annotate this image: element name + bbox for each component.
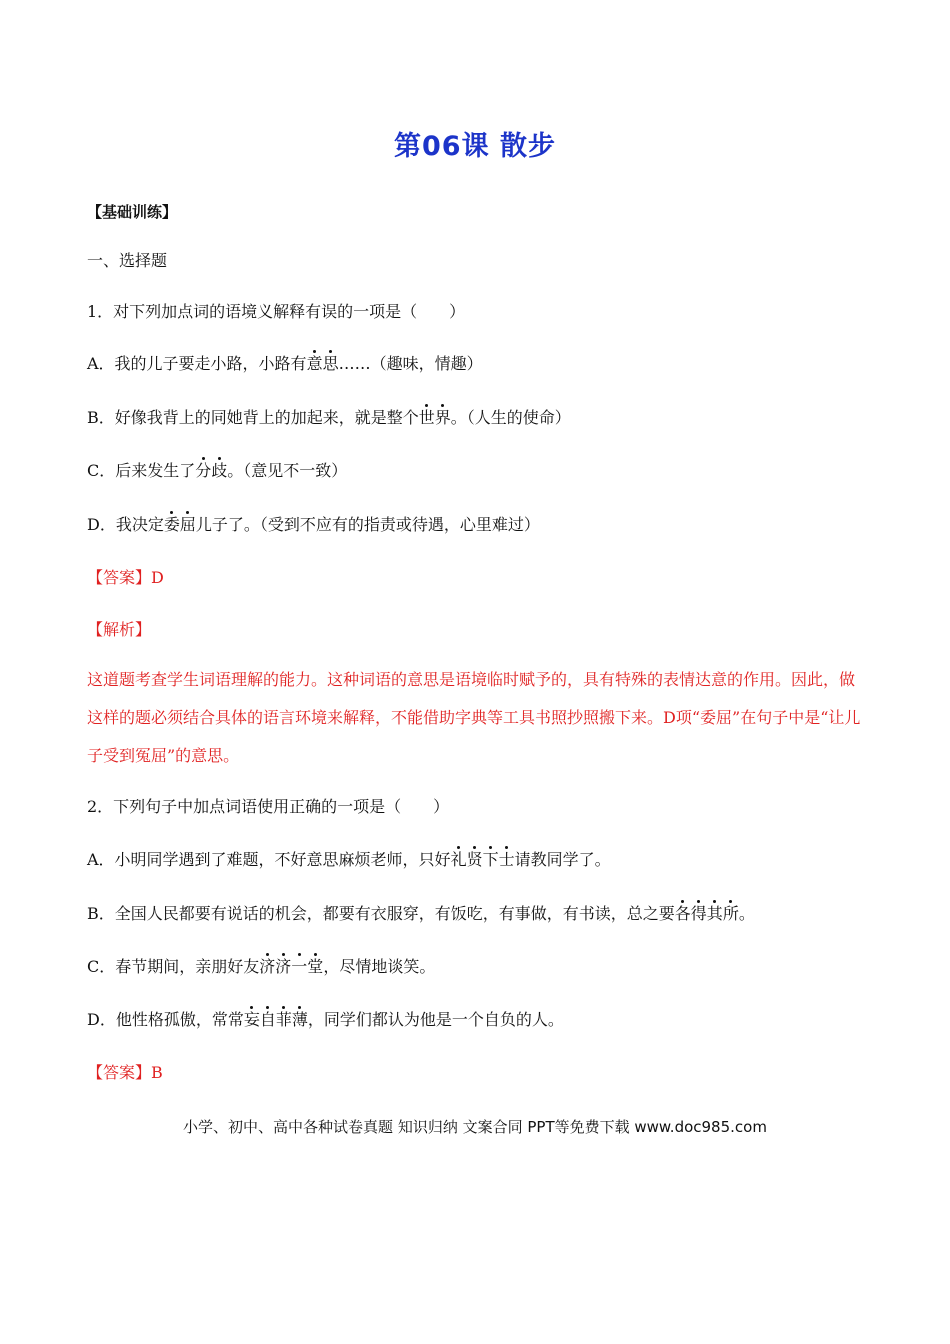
q2-d-dotted-char: 薄 (291, 1010, 308, 1029)
q1-stem: 1．对下列加点词的语境义解释有误的一项是（ ） (87, 302, 466, 321)
q2-c-rest: ，尽情地谈笑。 (323, 957, 436, 976)
q2-d-dotted-char: 菲 (275, 1010, 292, 1029)
q1-b-dotted-char: 界 (434, 408, 451, 427)
q1-answer (87, 568, 164, 588)
q2-option-b (87, 904, 755, 924)
q2-c-dotted-char: 济 (275, 957, 292, 976)
q1-a-text: A．我的儿子要走小路，小路有 (87, 354, 307, 373)
q1-a-gloss: ……（趣味，情趣） (338, 354, 483, 373)
q2-option-c (87, 957, 435, 977)
q1-b-text: B．好像我背上的同她背上的加起来，就是整个 (87, 408, 419, 427)
q2-a-dotted-char: 下 (482, 850, 499, 869)
q2-d-dotted-char: 妄 (243, 1010, 260, 1029)
q2-stem: 2．下列句子中加点词语使用正确的一项是（ ） (87, 797, 450, 816)
q1-c-dotted-char: 歧 (211, 461, 228, 480)
q2-answer (87, 1063, 163, 1083)
q1-a-dotted-char: 意 (306, 354, 323, 373)
q1-a-dotted-char: 思 (322, 354, 339, 373)
q2-a-text: A．小明同学遇到了难题，不好意思麻烦老师，只好 (87, 850, 451, 869)
section-header: 【基础训练】 (87, 203, 178, 221)
answer-value: B (151, 1063, 163, 1082)
q2-d-rest: ，同学们都认为他是一个自负的人。 (307, 1010, 564, 1029)
q2-c-dotted-char: 堂 (307, 957, 324, 976)
answer-tag: 【答案】 (87, 1063, 152, 1082)
q1-c-text: C．后来发生了 (87, 461, 196, 480)
analysis-tag: 【解析】 (87, 620, 152, 639)
q1-d-dotted-char: 委 (163, 515, 180, 534)
q2-a-dotted-char: 礼 (450, 850, 467, 869)
q1-b-gloss: 。（人生的使命） (450, 408, 571, 427)
q2-d-text: D．他性格孤傲，常常 (87, 1010, 244, 1029)
q2-a-dotted-char: 士 (498, 850, 515, 869)
q2-option-a (87, 850, 611, 870)
q1-b-dotted-char: 世 (418, 408, 435, 427)
q2-c-dotted-char: 济 (259, 957, 276, 976)
q1-d-text: D．我决定 (87, 515, 164, 534)
q2-c-dotted-char: 一 (291, 957, 308, 976)
analysis-text: 这道题考查学生词语理解的能力。这种词语的意思是语境临时赋予的，具有特殊的表情达意的作用。因此，做这样的题必须结合具体的语言环境来解释，不能借助字典等工具书照抄照搬下来。D项“委屈”在句子中是“让儿子受到冤屈”的意思。 (87, 670, 861, 765)
page-title: 第06课 散步 (394, 131, 556, 162)
q1-option-c (87, 461, 347, 481)
answer-tag: 【答案】 (87, 568, 152, 587)
q1-option-b (87, 408, 571, 428)
q1-option-a (87, 354, 483, 374)
q2-b-rest: 。 (738, 904, 755, 923)
q1-option-d (87, 515, 540, 535)
q2-b-text: B．全国人民都要有说话的机会，都要有衣服穿，有饭吃，有事做，有书读，总之要 (87, 904, 675, 923)
q2-a-rest: 请教同学了。 (514, 850, 611, 869)
q2-c-text: C．春节期间，亲朋好友 (87, 957, 260, 976)
q2-b-dotted-char: 得 (690, 904, 707, 923)
q1-d-gloss: 儿子了。（受到不应有的指责或待遇，心里难过） (195, 515, 540, 534)
q2-b-dotted-char: 各 (674, 904, 691, 923)
q2-b-dotted-char: 其 (706, 904, 723, 923)
q1-d-dotted-char: 屈 (179, 515, 196, 534)
q2-option-d (87, 1010, 564, 1030)
q2-a-dotted-char: 贤 (466, 850, 483, 869)
part-label: 一、选择题 (87, 251, 168, 270)
q2-b-dotted-char: 所 (722, 904, 739, 923)
footer-text: 小学、初中、高中各种试卷真题 知识归纳 文案合同 PPT等免费下载 www.doc985.com (183, 1118, 767, 1136)
q1-c-gloss: 。（意见不一致） (227, 461, 348, 480)
answer-value: D (151, 568, 164, 587)
q2-d-dotted-char: 自 (259, 1010, 276, 1029)
q1-c-dotted-char: 分 (195, 461, 212, 480)
